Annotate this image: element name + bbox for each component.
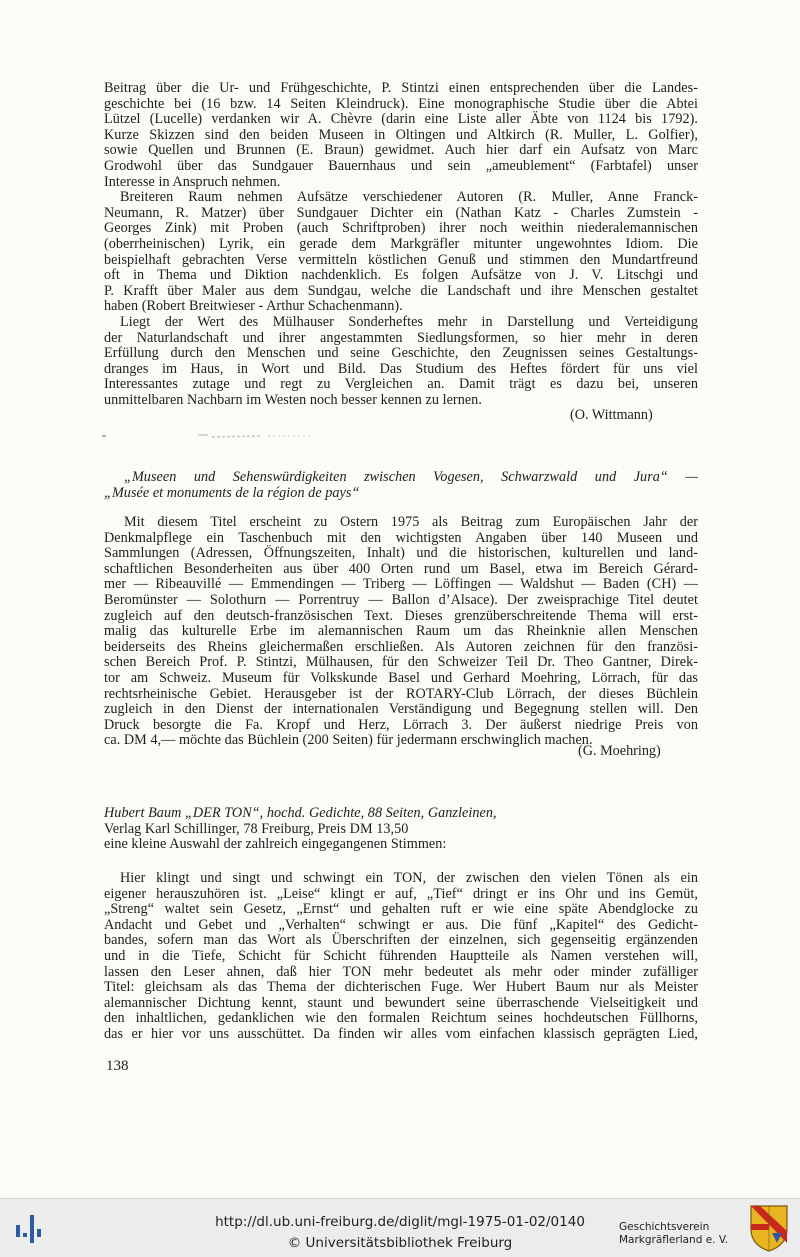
text-line: beiderseits des Rheins gleichermaßen erschließen. Als Autoren zeichnen für den französi- [104,638,698,655]
text-line: dranges im Haus, in Wort und Bild. Das Studium des Heftes fördert für uns viel [104,360,698,377]
text-line: schaftlichen Besonderheiten aus über 400 Orten rund um Basel, etwa im Bereich Gérard- [104,560,698,577]
text-line: bandes, sofern man das Wort als Überschriften der einzelnen, sich gegenseitig ergänzenden [104,932,698,949]
text-line: Titel: gleichsam als das Thema der dichterischen Fuge. Wer Hubert Baum nur als Meister [104,979,698,996]
text-line: Hier klingt und singt und schwingt ein TON, der zwischen den vielen Tönen als ein [120,870,698,886]
society-name [619,1221,728,1247]
text-line: haben (Robert Breitwieser - Arthur Schachenmann). [104,298,403,315]
signature-moehring: (G. Moehring) [578,743,661,759]
text-line: Sammlungen (Adressen, Öffnungszeiten, Inhalt) und die historischen, kulturellen und land- [104,545,698,562]
text-line: P. Krafft über Maler aus dem Sundgau, welche die Landschaft und ihre Menschen gestaltet [104,282,698,299]
page-number: 138 [106,1058,129,1074]
review-baum-body [104,871,698,1043]
copyright-text: © Universitätsbibliothek Freiburg [287,1235,513,1251]
document-url-link[interactable]: http://dl.ub.uni-freiburg.de/diglit/mgl-1975-01-02/0140 [215,1214,585,1230]
footer-bar [0,1198,800,1257]
text-line: das er hier vor uns ausschüttet. Da finden wir alles vom einfachen klassisch geprägten Lied, [104,1025,698,1042]
text-line: Andacht und Gebet und „Verhalten“ schwingt er aus. Die fünf „Kapitel“ des Gedicht- [104,916,698,933]
text-line: Neumann, R. Matzer) über Sundgauer Dichter ein (Nathan Katz - Charles Zumstein - [104,204,698,221]
coat-of-arms-icon[interactable] [748,1203,790,1253]
review-wittmann [104,81,698,408]
text-line: unmittelbaren Nachbarn im Westen noch besser kennen zu lernen. [104,391,482,408]
text-line: sowie Quellen und Brunnen (E. Braun) gewidmet. Auch hier darf ein Aufsatz von Marc [104,142,698,159]
text-line: oft in Thema und Diktion nachdenklich. Es folgen Aufsätze von J. V. Litschgi und [104,267,698,284]
signature-wittmann: (O. Wittmann) [570,407,653,423]
text-line: Liegt der Wert des Mülhauser Sonderheftes mehr in Darstellung und Verteidigung [120,313,698,330]
text-line: Beitrag über die Ur- und Frühgeschichte, P. Stintzi einen entsprechenden über die Landes- [104,80,698,96]
text-line: rechtsrheinische Gebiet. Herausgeber ist der ROTARY-Club Lörrach, der dieses Büchlein [104,685,698,702]
text-line: beispielhaft gebrachten Verse vermitteln köstlichen Genuß und stimmen den Mundartfreund [104,251,698,268]
text-line: (oberrheinischen) Lyrik, ein gerade dem Markgräfler mitunter ungewohntes Idiom. Die [104,235,698,252]
text-line: eigener herauszuhören ist. „Leise“ klingt er auf, „Tief“ dringt er ins Ohr und ins Gemüt, [104,885,698,902]
text-line: mer — Ribeauvillé — Emmendingen — Triberg — Löffingen — Waldshut — Baden (CH) — [104,576,698,593]
book-title: Hubert Baum „DER TON“, hochd. Gedichte, 88 Seiten, Ganzleinen, [104,805,497,821]
text-line: Interesse in Anspruch nehmen. [104,173,281,190]
society-name-line1: Geschichtsverein [619,1221,710,1233]
text-line: alemannischer Dichtung kennt, staunt und bewundert seine überraschende Vielseitigkeit und [104,994,698,1011]
text-line: tor am Schweiz. Museum für Volkskunde Basel und Gerhard Moehring, Lörrach, für das [104,669,698,686]
text-line: Denkmalpflege ein Taschenbuch mit den wichtigsten Angaben über 140 Museen und [104,529,698,546]
text-line: Georges Zink) mit Proben (auch Schriftproben) ihrer noch weithin niederalemannischen [104,220,698,237]
book-intro: eine kleine Auswahl der zahlreich eingegangenen Stimmen: [104,836,447,853]
text-line: Breiteren Raum nehmen Aufsätze verschiedener Autoren (R. Muller, Anne Franck- [120,189,698,206]
review-baum-head [104,806,698,853]
scan-separator-mark [100,430,340,442]
text-line: den inhaltlichen, gedanklichen wie den formalen Reichtum seines hochdeutschen Füllhorns, [104,1010,698,1027]
notice-museen-body [104,515,698,749]
notice-museen [104,470,698,501]
section-title: „Museen und Sehenswürdigkeiten zwischen Vogesen, Schwarzwald und Jura“ — [124,469,698,485]
text-line: und in die Tiefe, Schicht für Schicht führenden Hauptteile als Namen verstehen will, [104,947,698,964]
text-line: lassen den Leser ahnen, daß hier TON mehr bedeutet als mehr oder minder zufälliger [104,963,698,980]
text-line: Druck besorgte die Fa. Kropf und Herz, Lörrach 3. Der äußerst niedrige Preis von [104,716,698,733]
text-line: Lützel (Lucelle) verdanken wir A. Chèvre (darin eine Liste aller Äbte von 1124 bis 1792). [104,111,698,128]
text-line: Kurze Skizzen sind den beiden Museen in Oltingen und Altkirch (R. Muller, L. Golfier), [104,126,698,143]
text-line: ca. DM 4,— möchte das Büchlein (200 Seiten) für jedermann erschwinglich machen. [104,732,593,749]
text-line: malig das kulturelle Erbe im alemannischen Raum um das Rheinknie allen Menschen [104,623,698,640]
text-line: zugleich in den Dienst der internationalen Verständigung und Begegnung stellen will. Den [104,701,698,718]
text-line: „Streng“ waltet sein Gesetz, „Ernst“ und gehalten ruft er wie eine späte Abendglocke zu [104,901,698,918]
text-line: Grodwohl über das Sundgauer Bauernhaus und sein „ameublement“ (Farbtafel) unser [104,157,698,174]
section-subtitle: „Musée et monuments de la région de pays“ [104,484,360,501]
society-name-line2: Markgräflerland e. V. [619,1234,729,1246]
book-publisher: Verlag Karl Schillinger, 78 Freiburg, Preis DM 13,50 [104,820,409,837]
text-line: Mit diesem Titel erscheint zu Ostern 1975 als Beitrag zum Europäischen Jahr der [124,514,698,530]
text-line: Erfüllung durch den Menschen und seine Geschichte, den Zeugnissen seines Gestaltungs- [104,345,698,362]
text-line: Beromünster — Solothurn — Porrentruy — Ballon d’Alsace). Der zweisprachige Titel deutet [104,591,698,608]
text-line: der Naturlandschaft und ihrer angestammten Siedlungsformen, so hier mehr in deren [104,329,698,346]
text-line: geschichte bei (16 bzw. 14 Seiten Kleindruck). Eine monographische Studie über die Abtei [104,95,698,112]
text-line: zugleich auf den deutsch-französischen Text. Dieses grenzüberschreitende Thema will erst- [104,607,698,624]
text-line: Interessantes zutage und regt zu Vergleichen an. Damit trägt es dazu bei, unseren [104,376,698,393]
text-line: schen Bereich Prof. P. Stintzi, Mülhausen, für den Schweizer Teil Dr. Theo Gantner, Direk- [104,654,698,671]
